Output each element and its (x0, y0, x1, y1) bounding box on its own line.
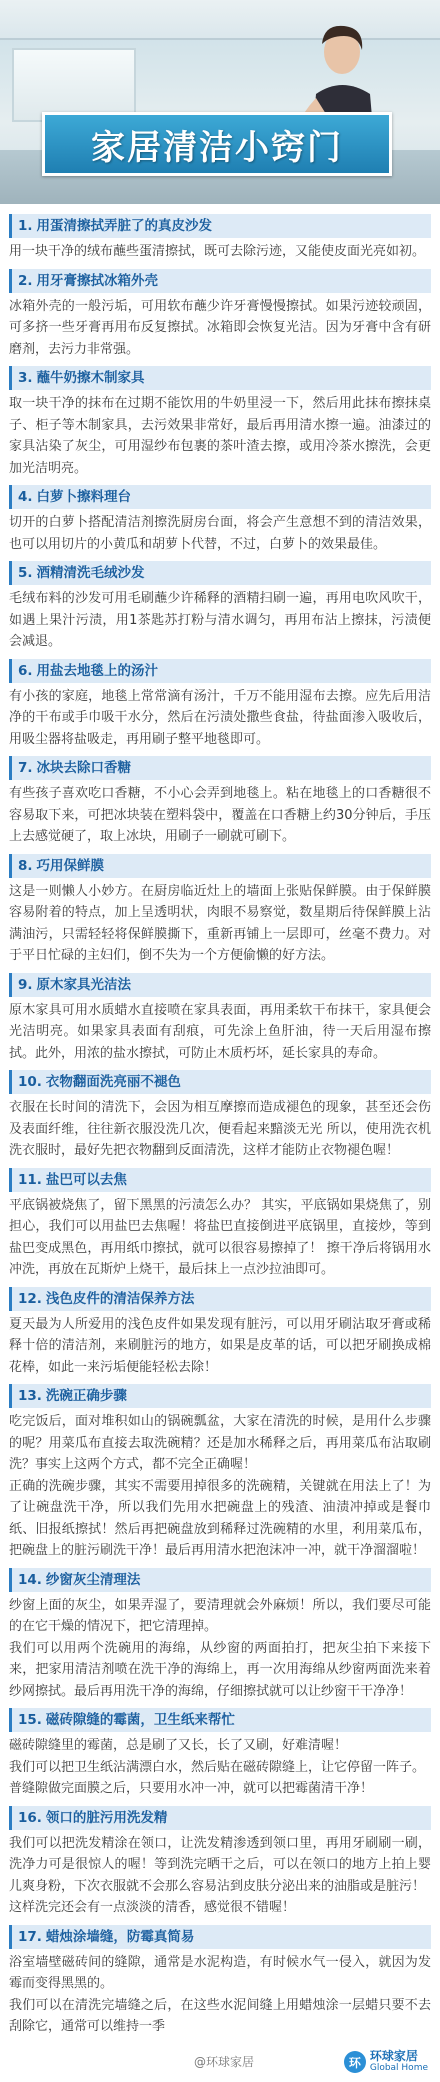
tip-number: 12. (18, 1290, 42, 1307)
page-title: 家居清洁小窍门 (91, 127, 343, 168)
globe-icon: 环 (344, 2051, 366, 2073)
tip-section (9, 214, 431, 263)
tip-body: 取一块干净的抹布在过期不能饮用的牛奶里浸一下，然后用此抹布擦抹桌子、柜子等木制家具，去污效果非常好，最后再用清水擦一遍。油漆过的家具沾染了灰尘，可用湿纱布包裹的茶叶渣去擦，或用冷茶水擦洗，会更加光洁明亮。 (9, 396, 431, 476)
tip-heading (9, 1708, 431, 1732)
tip-title: 冰块去除口香糖 (36, 760, 132, 776)
tip-body: 纱窗上面的灰尘，如果弄湿了，要清理就会外麻烦！所以，我们要尽可能的在它干燥的情况下，把它清理掉。 我们可以用两个洗碗用的海绵，从纱窗的两面拍打，把灰尘拍下来接下来，把家用清洁剂喷在洗干净的海绵上，再一次用海绵从纱窗两面洗来着纱网擦拭。最后再用洗干净的海绵，仔细擦拭就可以让纱窗干干净净！ (9, 1597, 431, 1699)
tip-title: 磁砖隙缝的霉菌，卫生纸来帮忙 (45, 1712, 235, 1728)
tip-title: 浅色皮件的清洁保养方法 (45, 1290, 195, 1307)
tip-section (9, 756, 431, 848)
tip-title: 衣物翻面洗亮丽不褪色 (45, 1074, 181, 1090)
tip-section (9, 561, 431, 653)
tip-body: 原木家具可用水质蜡水直接喷在家具表面，再用柔软干布抹干，家具便会光洁明亮。如果家具表面有刮痕，可先涂上鱼肝油，待一天后用湿布擦拭。此外，用浓的盐水擦拭，可防止木质朽坏，延长家具的寿命。 (9, 1002, 431, 1061)
tip-heading (9, 561, 431, 585)
tip-title: 蜡烛涂墙缝，防霉真简易 (45, 1928, 195, 1945)
tip-title: 白萝卜擦料理台 (36, 489, 132, 505)
tip-section (9, 973, 431, 1065)
tip-heading (9, 366, 431, 390)
tip-number: 13. (18, 1388, 42, 1404)
tip-number: 5. (18, 565, 33, 581)
tip-body: 用一块干净的绒布蘸些蛋清擦拭，既可去除污迹，又能使皮面光亮如初。 (9, 244, 426, 259)
tip-section (9, 1287, 431, 1379)
tip-heading (9, 1287, 431, 1311)
tip-heading (9, 1806, 431, 1830)
tip-body: 衣服在长时间的清洗下，会因为相互摩擦而造成褪色的现象，甚至还会伤及表面纤维，往往新衣服没洗几次，便看起来黯淡无光 所以，使用洗衣机洗衣服时，最好先把衣物翻到反面清洗，这样才能防止衣物褪色喔！ (9, 1100, 431, 1158)
kitchen-window-graphic (12, 48, 136, 122)
tip-number: 8. (18, 857, 33, 874)
tip-body: 切开的白萝卜搭配清洁剂擦洗厨房台面，将会产生意想不到的清洁效果，也可以用切片的小黄瓜和胡萝卜代替，不过，白萝卜的效果最佳。 (9, 515, 431, 552)
tip-section (9, 366, 431, 479)
tip-title: 用蛋清擦拭弄脏了的真皮沙发 (36, 218, 213, 234)
tip-heading (9, 214, 431, 238)
title-band (42, 112, 392, 176)
tip-number: 10. (18, 1074, 42, 1090)
tip-heading (9, 854, 431, 878)
tip-section (9, 1384, 431, 1562)
tip-title: 盐巴可以去焦 (45, 1171, 127, 1188)
tip-body: 浴室墙壁磁砖间的缝隙，通常是水泥构造，有时候水气一侵入，就因为发霉而变得黑黑的。 我们可以在清洗完墙缝之后，在这些水泥间缝上用蜡烛涂一层蜡只要不去刮除它，通常可以维持一季 (9, 1954, 431, 2034)
tip-number: 11. (18, 1171, 42, 1188)
tip-number: 7. (18, 760, 33, 776)
tip-section (9, 1070, 431, 1162)
tip-body: 磁砖隙缝里的霉菌，总是刷了又长，长了又刷，好难清喔！ 我们可以把卫生纸沾满漂白水，然后贴在磁砖隙缝上，让它停留一阵子。 普缝隙做完面膜之后，只要用水冲一冲，就可以把霉菌清干净！ (9, 1738, 426, 1796)
tip-section (9, 854, 431, 967)
tip-number: 14. (18, 1571, 42, 1588)
tip-number: 16. (18, 1809, 42, 1826)
tip-number: 1. (18, 218, 33, 234)
tip-section (9, 1568, 431, 1703)
tip-heading (9, 1925, 431, 1949)
tip-heading (9, 485, 431, 509)
tip-number: 17. (18, 1928, 42, 1945)
tip-title: 酒精清洗毛绒沙发 (36, 565, 145, 581)
tip-title: 巧用保鲜膜 (36, 857, 105, 874)
tip-body: 有小孩的家庭，地毯上常常滴有汤汁，千万不能用湿布去擦。应先后用洁净的干布或手巾吸干水分，然后在污渍处撒些食盐，待盐面渗入吸收后，用吸尘器将盐吸走，再用刷子整平地毯即可。 (9, 688, 431, 747)
tip-section (9, 659, 431, 751)
tip-number: 2. (18, 272, 33, 289)
tip-title: 用牙膏擦拭冰箱外壳 (36, 272, 159, 289)
tip-section (9, 485, 431, 555)
tip-title: 洗碗正确步骤 (45, 1388, 127, 1404)
tip-body: 这是一则懒人小妙方。在厨房临近灶上的墙面上张贴保鲜膜。由于保鲜膜容易附着的特点，加上呈透明状，肉眼不易察觉，数星期后待保鲜膜上沾满油污，只需轻轻将保鲜膜撕下，重新再铺上一层即可，丝毫不费力。对于平日忙碌的主妇们，倒不失为一个方便偷懒的好方法。 (9, 883, 431, 963)
tip-heading (9, 659, 431, 683)
logo-name-en: Global Home (369, 2063, 428, 2073)
tip-title: 领口的脏污用洗发精 (45, 1809, 168, 1826)
tip-body: 毛绒布料的沙发可用毛刷蘸少许稀释的酒精扫刷一遍，再用电吹风吹干，如遇上果汁污渍，用1茶匙苏打粉与清水调匀，再用布沾上擦抹，污渍便会减退。 (9, 591, 431, 649)
tips-article (0, 204, 440, 2038)
tip-section (9, 1168, 431, 1281)
tip-number: 3. (18, 370, 33, 386)
watermark-handle: @环球家居 (194, 2055, 255, 2069)
tip-title: 用盐去地毯上的汤汁 (36, 662, 159, 679)
tip-number: 4. (18, 489, 33, 505)
tip-title: 原木家具光洁法 (36, 976, 132, 993)
tip-section (9, 1925, 431, 2038)
tip-heading (9, 1168, 431, 1192)
brand-logo (344, 2050, 428, 2074)
tip-heading (9, 1070, 431, 1094)
logo-text (370, 2050, 428, 2074)
tip-heading (9, 269, 431, 293)
tip-heading (9, 1384, 431, 1408)
tip-body: 吃完饭后，面对堆积如山的锅碗瓢盆，大家在清洗的时候，是用什么步骤的呢？用菜瓜布直接去取洗碗精？还是加水稀释之后，再用菜瓜布沾取刷洗？事实上这两个方式，都不完全正确喔！ 正确的洗碗步骤，其实不需要用掉很多的洗碗精，关键就在用法上了！为了让碗盘洗干净，所以我们先用水把碗盘上的残渣、油渍冲掉或是餐巾纸、旧报纸擦拭！然后再把碗盘放到稀释过洗碗精的水里，利用菜瓜布，把碗盘上的脏污刷洗干净！最后再用清水把泡沫冲一冲，就干净溜溜啦！ (9, 1414, 431, 1558)
tip-number: 6. (18, 662, 33, 679)
tip-heading (9, 973, 431, 997)
header-banner (0, 0, 440, 204)
tip-heading (9, 756, 431, 780)
tip-title: 蘸牛奶擦木制家具 (36, 370, 145, 386)
tip-body: 有些孩子喜欢吃口香糖，不小心会弄到地毯上。粘在地毯上的口香糖很不容易取下来，可把冰块装在塑料袋中，覆盖在口香糖上约30分钟后，手压上去感觉硬了，取上冰块，用刷子一刷就可刷下。 (9, 786, 431, 844)
tip-body: 我们可以把洗发精涂在领口，让洗发精渗透到领口里，再用牙刷刷一刷，洗净力可是很惊人的喔！等到洗完晒干之后，可以在领口的地方上拍上婴儿爽身粉，下次衣服就不会那么容易沾到皮肤分泌出来的油脂或是脏污！ 这样洗完还会有一点淡淡的清香，感觉很不错喔！ (9, 1835, 431, 1915)
tip-section (9, 1708, 431, 1800)
tip-body: 平底锅被烧焦了，留下黑黑的污渍怎么办？ 其实，平底锅如果烧焦了，别担心，我们可以用盐巴去焦喔！将盐巴直接倒进平底锅里，直接炒，等到盐巴变成黑色，再用纸巾擦拭，就可以很容易擦掉了！ 擦干净后将锅用水冲洗，再放在瓦斯炉上烧干，最后抹上一点沙拉油即可。 (9, 1197, 431, 1277)
tip-heading (9, 1568, 431, 1592)
tip-body: 冰箱外壳的一般污垢，可用软布蘸少许牙膏慢慢擦拭。如果污迹较顽固，可多挤一些牙膏再用布反复擦拭。冰箱即会恢复光洁。因为牙膏中含有研磨剂，去污力非常强。 (9, 298, 431, 357)
tip-title: 纱窗灰尘清理法 (45, 1571, 141, 1588)
logo-name-cn: 环球家居 (369, 2049, 418, 2063)
tip-body: 夏天最为人所爱用的浅色皮件如果发现有脏污，可以用牙刷沾取牙膏或稀释十倍的清洁剂，来刷脏污的地方，如果是皮革的话，可以把牙刷换成棉花棒，如此一来污垢便能轻松去除！ (9, 1316, 431, 1375)
footer (0, 2040, 440, 2082)
tip-section (9, 269, 431, 361)
tip-number: 9. (18, 976, 33, 993)
tip-number: 15. (18, 1712, 42, 1728)
tip-section (9, 1806, 431, 1919)
